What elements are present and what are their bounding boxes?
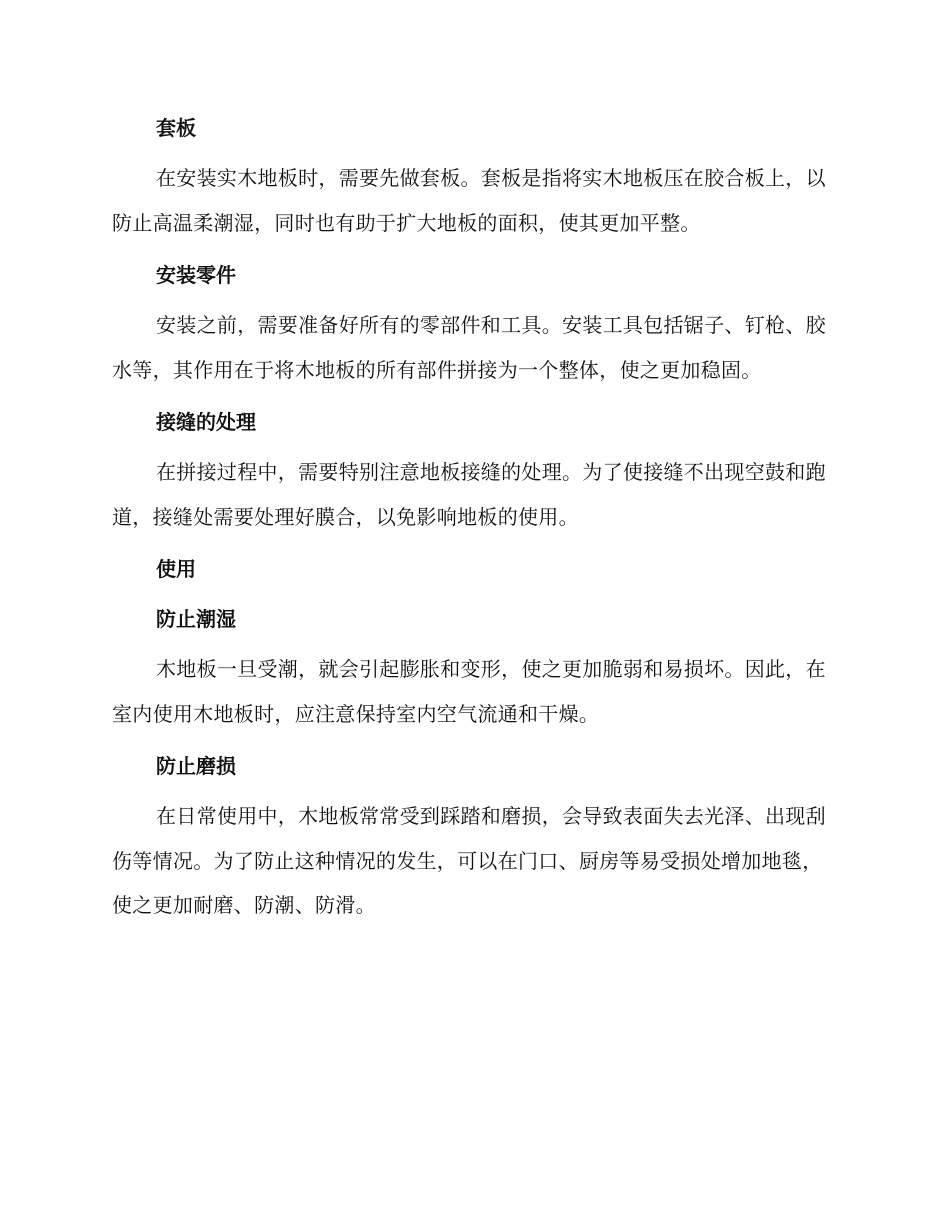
- section-heading: 防止潮湿: [156, 607, 236, 631]
- section-paragraph: 安装之前，需要准备好所有的零部件和工具。安装工具包括锯子、钉枪、胶水等，其作用在于将木地板的所有部件拼接为一个整体，使之更加稳固。: [112, 313, 826, 382]
- section-heading: 套板: [156, 116, 196, 140]
- section-paragraph: 木地板一旦受潮，就会引起膨胀和变形，使之更加脆弱和易损坏。因此，在室内使用木地板时，应注意保持室内空气流通和干燥。: [112, 657, 826, 726]
- section-paragraph: 在拼接过程中，需要特别注意地板接缝的处理。为了使接缝不出现空鼓和跑道，接缝处需要处理好膜合，以免影响地板的使用。: [112, 460, 826, 529]
- document-page: [112, 108, 832, 928]
- section-paragraph: 在日常使用中，木地板常常受到踩踏和磨损，会导致表面失去光泽、出现刮伤等情况。为了防止这种情况的发生，可以在门口、厨房等易受损处增加地毯，使之更加耐磨、防潮、防滑。: [112, 804, 826, 917]
- section-heading: 安装零件: [156, 263, 236, 287]
- section-paragraph: 在安装实木地板时，需要先做套板。套板是指将实木地板压在胶合板上，以防止高温柔潮湿，同时也有助于扩大地板的面积，使其更加平整。: [112, 166, 826, 235]
- section-heading: 使用: [156, 557, 196, 581]
- section-heading: 防止磨损: [156, 754, 236, 778]
- section-heading: 接缝的处理: [156, 410, 256, 434]
